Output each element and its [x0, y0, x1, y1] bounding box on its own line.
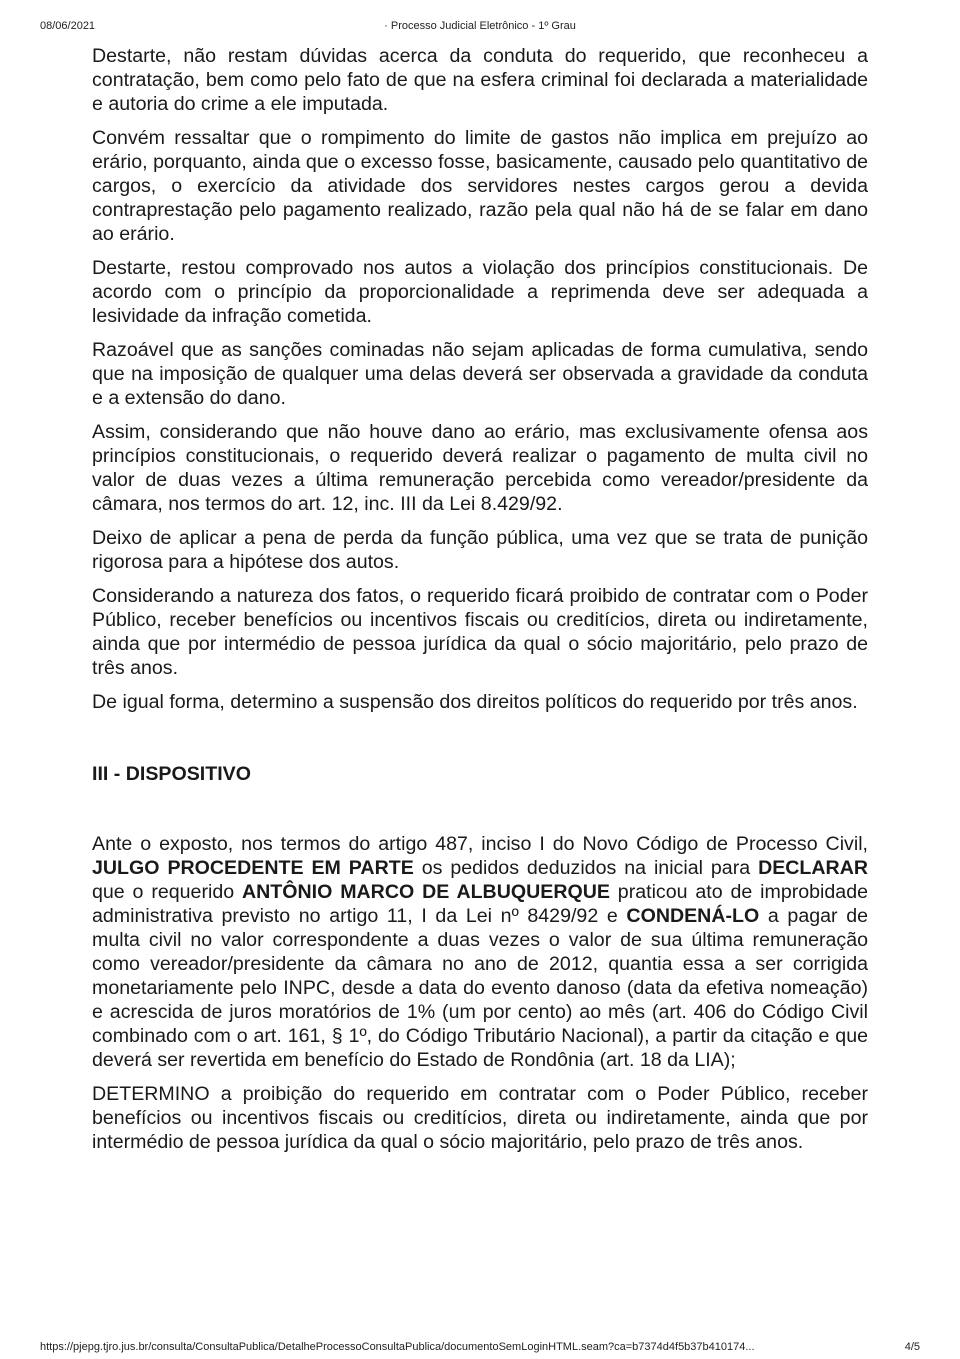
text-run: os pedidos deduzidos na inicial para — [413, 857, 759, 879]
print-title: · Processo Judicial Eletrônico - 1º Grau — [384, 20, 576, 32]
paragraph: Considerando a natureza dos fatos, o requerido ficará proibido de contratar com o Poder Público, receber benefícios ou incentivos fiscais ou creditícios, direta ou indiretamente, ainda que por intermédio de pessoa jurídica da qual o sócio majoritário, pelo prazo de três anos. — [92, 585, 868, 679]
text-run: praticou ato de improbidade administrativa previsto no artigo 11, I da Lei nº 8429/92 e — [92, 881, 868, 927]
paragraph: Razoável que as sanções cominadas não sejam aplicadas de forma cumulativa, sendo que na imposição de qualquer uma delas deverá ser observada a gravidade da conduta e a extensão do dano. — [92, 339, 868, 409]
bold-run: DECLARAR — [758, 857, 868, 879]
text-run: que o requerido — [92, 881, 242, 903]
defendant-name: ANTÔNIO MARCO DE ALBUQUERQUE — [241, 881, 610, 903]
bold-run: JULGO PROCEDENTE EM PARTE — [92, 857, 414, 879]
paragraph: De igual forma, determino a suspensão dos direitos políticos do requerido por três anos. — [92, 691, 858, 713]
page-number: 4/5 — [904, 1341, 920, 1353]
document-body — [92, 44, 868, 1164]
print-header — [40, 6, 920, 32]
dispositivo-paragraph — [92, 832, 868, 1072]
paragraph: Destarte, restou comprovado nos autos a violação dos princípios constitucionais. De acordo com o princípio da proporcionalidade a reprimenda deve ser adequada a lesividade da infração cometida. — [92, 257, 868, 327]
paragraph: Convém ressaltar que o rompimento do limite de gastos não implica em prejuízo ao erário, porquanto, ainda que o excesso fosse, basicamente, causado pelo quantitativo de cargos, o exercício da atividade dos servidores nestes cargos gerou a devida contraprestação pelo pagamento realizado, razão pela qual não há de se falar em dano ao erário. — [92, 127, 868, 245]
paragraph: Deixo de aplicar a pena de perda da função pública, uma vez que se trata de punição rigorosa para a hipótese dos autos. — [92, 527, 868, 573]
text-run: a pagar de multa civil no valor correspondente a duas vezes o valor de sua última remuneração como vereador/presidente da câmara no ano de 2012, quantia essa a ser corrigida monetariamente pelo INPC, desde a data do evento danoso (data da efetiva nomeação) e acrescida de juros moratórios de 1% (um por cento) ao mês (art. 406 do Código Civil combinado com o art. 161, § 1º, do Código Tributário Nacional), a partir da citação e que deverá ser revertida em benefício do Estado de Rondônia (art. 18 da LIA); — [92, 905, 868, 1071]
paragraph: Assim, considerando que não houve dano ao erário, mas exclusivamente ofensa aos princípios constitucionais, o requerido deverá realizar o pagamento de multa civil no valor de duas vezes a última remuneração percebida como vereador/presidente da câmara, nos termos do art. 12, inc. III da Lei 8.429/92. — [92, 421, 868, 515]
determino-paragraph: DETERMINO a proibição do requerido em contratar com o Poder Público, receber benefícios ou incentivos fiscais ou creditícios, direta ou indiretamente, ainda que por intermédio de pessoa jurídica da qual o sócio majoritário, pelo prazo de três anos. — [92, 1083, 868, 1153]
spacer — [92, 786, 868, 832]
bold-run: CONDENÁ-LO — [626, 905, 760, 927]
print-date: 08/06/2021 — [40, 20, 96, 32]
paragraph: Destarte, não restam dúvidas acerca da conduta do requerido, que reconheceu a contratação, bem como pelo fato de que na esfera criminal foi declarada a materialidade e autoria do crime a ele imputada. — [92, 45, 868, 115]
section-heading: III - DISPOSITIVO — [92, 763, 251, 785]
page-url: https://pjepg.tjro.jus.br/consulta/ConsultaPublica/DetalheProcessoConsultaPublica/documentoSemLoginHTML.seam?ca=b7374d4f5b37b410174... — [40, 1341, 755, 1353]
text-run: Ante o exposto, nos termos do artigo 487, inciso I do Novo Código de Processo Civil, — [92, 833, 868, 855]
print-footer — [40, 1333, 920, 1355]
